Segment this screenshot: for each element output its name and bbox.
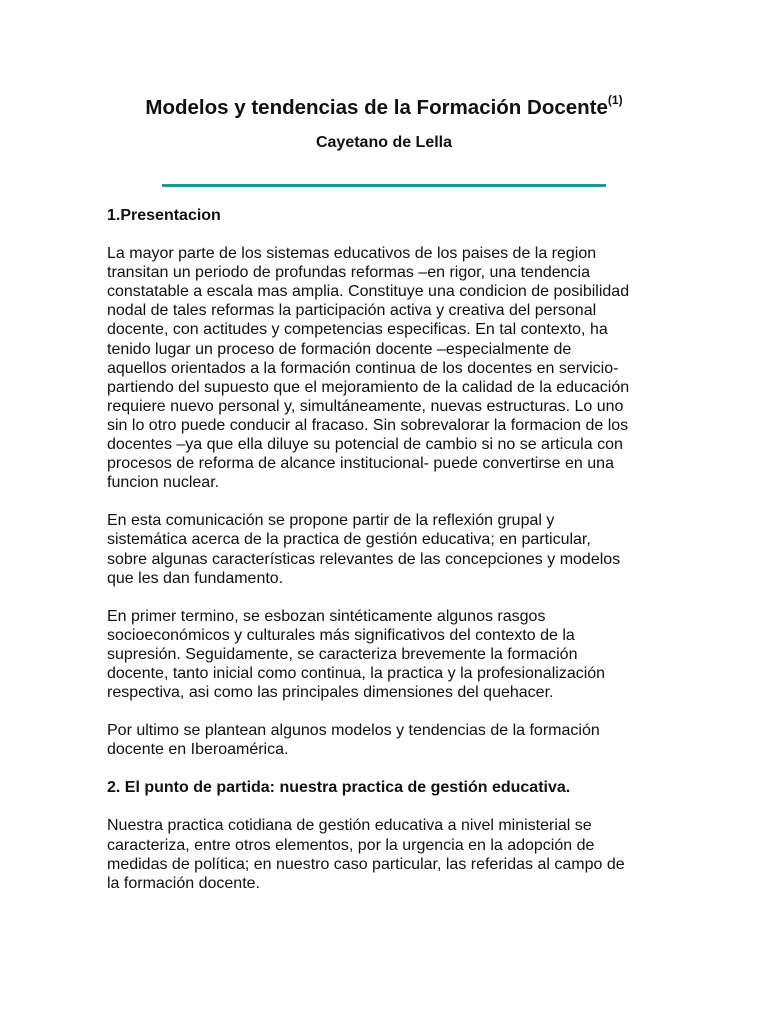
document-title [0,88,768,122]
text-line: constatable a escala mas amplia. Constituye una condicion de posibilidad [107,283,630,301]
paragraph [107,721,667,759]
document-title-text: Modelos y tendencias de la Formación Docente [145,95,608,119]
footnote-marker: (1) [607,93,623,107]
section-heading: 1.Presentacion [107,207,221,224]
paragraph [107,511,667,587]
text-line: La mayor parte de los sistemas educativos de los paises de la region [107,245,597,263]
text-line: procesos de reforma de alcance institucional- puede convertirse en una [107,455,614,473]
text-line: sobre algunas características relevantes de las concepciones y modelos [107,550,621,568]
text-line: que les dan fundamento. [107,569,284,587]
text-line: supresión. Seguidamente, se caracteriza brevemente la formación [107,645,578,663]
paragraph [107,244,667,492]
paragraph [107,816,667,892]
paragraph [107,607,667,702]
text-line: partiendo del supuesto que el mejoramiento de la calidad de la educación [107,378,630,396]
document-body [107,206,667,912]
text-line: aquellos orientados a la formación continua de los docentes en servicio- [107,359,619,377]
text-line: tenido lugar un proceso de formación docente –especialmente de [107,340,572,358]
title-divider [162,184,606,187]
text-line: docente en Iberoamérica. [107,741,289,759]
section-heading: 2. El punto de partida: nuestra practica de gestión educativa. [107,779,571,797]
text-line: docente, tanto inicial como continua, la practica y la profesionalización [107,664,606,682]
text-line: caracteriza, entre otros elementos, por la urgencia en la adopción de [107,836,595,854]
text-line: Por ultimo se plantean algunos modelos y tendencias de la formación [107,722,600,740]
document-author: Cayetano de Lella [315,134,453,151]
text-line: En primer termino, se esbozan sintéticamente algunos rasgos [107,607,546,625]
text-line: funcion nuclear. [107,474,220,492]
text-line: la formación docente. [107,874,260,892]
text-line: nodal de tales reformas la participación activa y creativa del personal [107,302,597,320]
text-line: transitan un periodo de profundas reformas –en rigor, una tendencia [107,264,590,282]
text-line: Nuestra practica cotidiana de gestión educativa a nivel ministerial se [107,817,592,835]
text-line: medidas de política; en nuestro caso particular, las referidas al campo de [107,855,625,873]
text-line: En esta comunicación se propone partir de la reflexión grupal y [107,512,555,530]
text-line: docente, con actitudes y competencias especificas. En tal contexto, ha [107,321,608,339]
text-line: socioeconómicos y culturales más significativos del contexto de la [107,626,575,644]
text-line: respectiva, asi como las principales dimensiones del quehacer. [107,684,554,702]
text-line: sin lo otro puede conducir al fracaso. Sin sobrevalorar la formacion de los [107,416,629,434]
text-line: docentes –ya que ella diluye su potencial de cambio si no se articula con [107,436,623,454]
text-line: requiere nuevo personal y, simultáneamente, nuevas estructuras. Lo uno [107,397,624,415]
text-line: sistemática acerca de la practica de gestión educativa; en particular, [107,531,591,549]
